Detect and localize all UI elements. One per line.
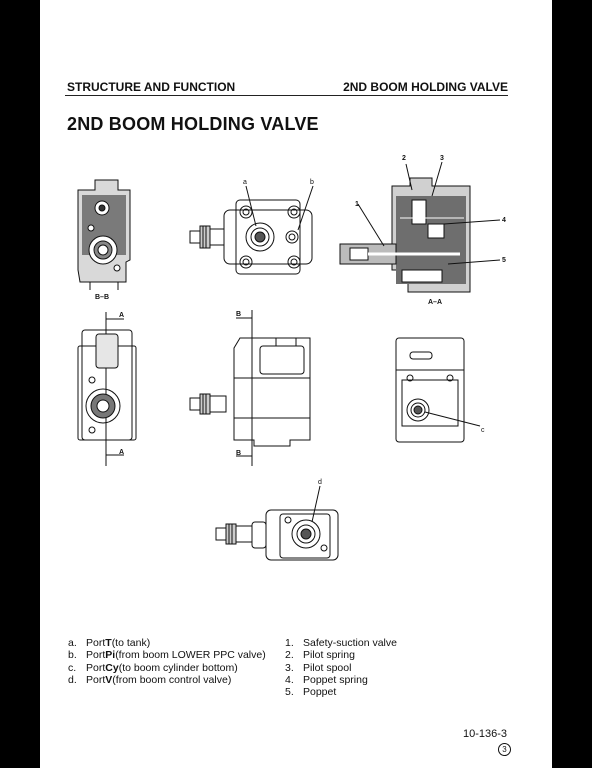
list-item: a. Port T (to tank) [68,637,151,649]
list-item: 1. Safety-suction valve [285,637,397,649]
section-aa-drawing [340,162,500,292]
list-item: b. Port Pi (from boom LOWER PPC valve) [68,649,266,662]
list-item: 3. Pilot spool [285,661,352,674]
parts-legend [285,637,397,698]
label-a: a [243,179,247,186]
label-b: b [310,179,314,186]
bottom-view-drawing [216,486,338,560]
label-1: 1 [355,201,359,208]
list-item: 2. Pilot spring [285,649,355,662]
cut-a-top-label: A [119,312,125,319]
list-item: 4. Poppet spring [285,673,368,686]
section-aa-label: A–A [428,299,443,306]
section-bb-drawing [78,180,130,290]
port-legend [68,637,266,686]
label-4: 4 [502,217,506,224]
list-item: c. Port Cy (to boom cylinder bottom) [68,661,238,674]
list-item: 5. Poppet [285,686,337,699]
label-d: d [318,479,322,486]
revision-badge: 3 [498,743,511,756]
cut-b-top-label: B [236,311,242,318]
label-3: 3 [440,155,444,162]
section-header: STRUCTURE AND FUNCTION [67,80,236,94]
manual-page [40,0,552,768]
label-c: c [481,427,485,434]
rear-view-drawing [396,338,480,442]
top-view-drawing [190,186,313,274]
chapter-header: 2ND BOOM HOLDING VALVE [343,80,508,94]
page-title: 2ND BOOM HOLDING VALVE [67,114,319,134]
front-view-drawing [78,312,136,466]
side-view-drawing [190,310,310,466]
list-item: d. Port V (from boom control valve) [68,673,232,686]
cut-a-bottom-label: A [119,449,125,456]
section-bb-label: B–B [95,294,110,301]
cut-b-bottom-label: B [236,450,242,457]
page-number: 10-136-3 [463,728,508,740]
label-5: 5 [502,257,506,264]
label-2: 2 [402,155,406,162]
